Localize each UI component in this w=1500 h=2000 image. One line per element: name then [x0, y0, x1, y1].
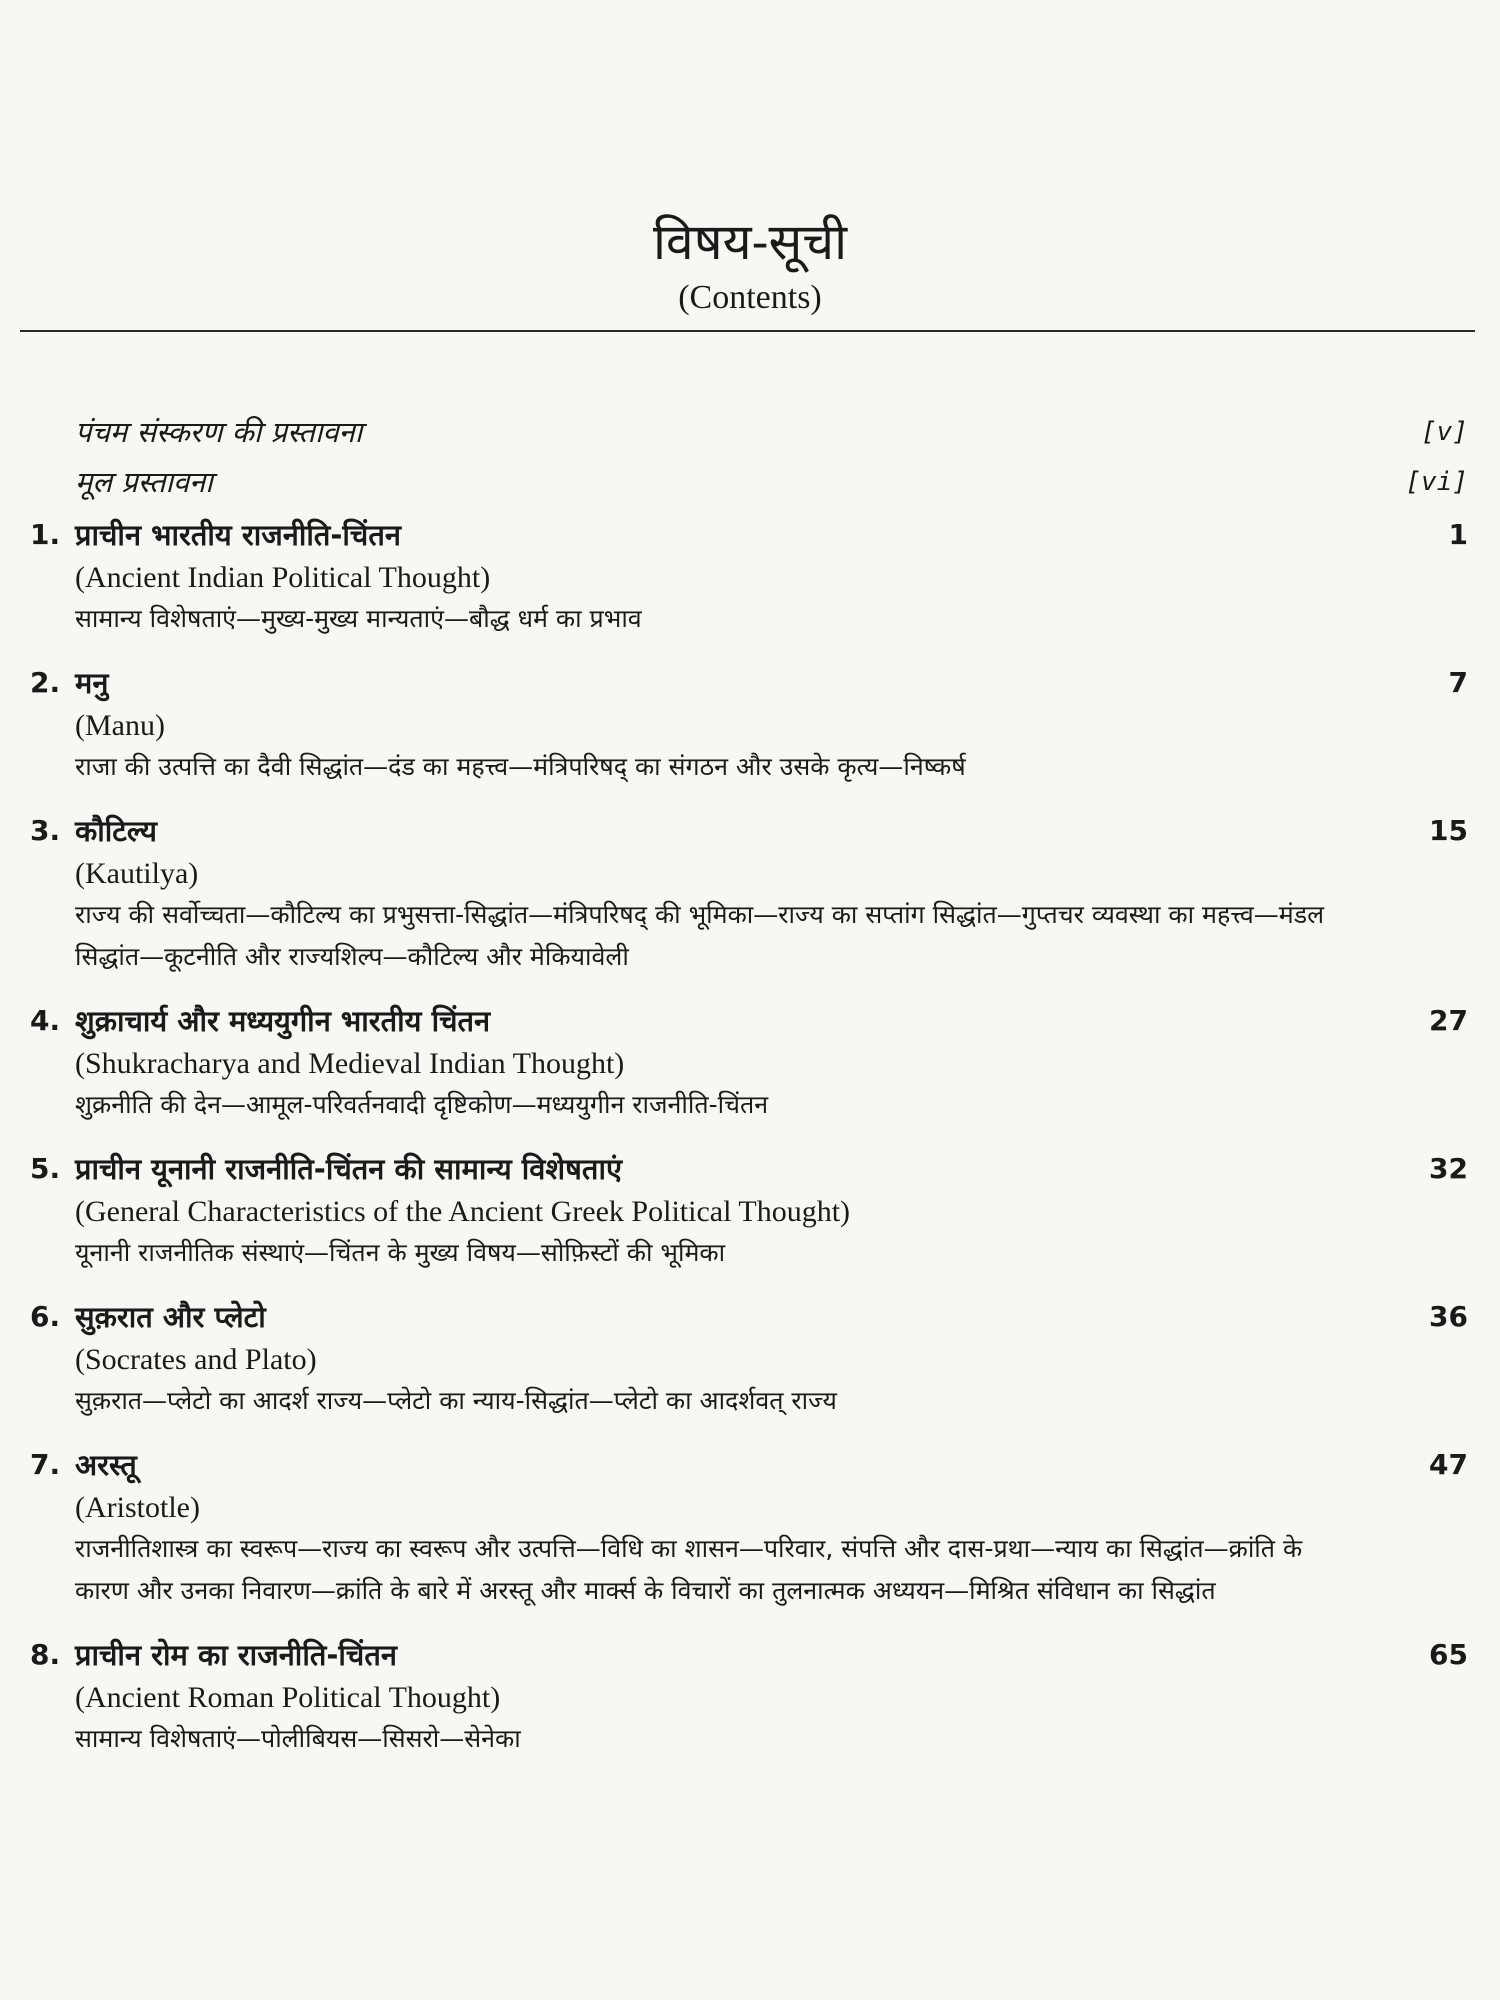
chapter-entry	[0, 1632, 1500, 1760]
chapter-topics: सुक़रात—प्लेटो का आदर्श राज्य—प्लेटो का न्याय-सिद्धांत—प्लेटो का आदर्शवत् राज्य	[75, 1386, 837, 1415]
page-subtitle: (Contents)	[678, 279, 822, 316]
chapter-title-english: (Aristotle)	[75, 1491, 200, 1524]
chapter-title-hindi: शुक्राचार्य और मध्ययुगीन भारतीय चिंतन	[75, 1004, 491, 1038]
chapter-title-english: (Ancient Indian Political Thought)	[75, 561, 491, 594]
chapter-entry	[0, 1146, 1500, 1274]
chapter-topics: सामान्य विशेषताएं—पोलीबियस—सिसरो—सेनेका	[75, 1724, 521, 1753]
preface-label: मूल प्रस्तावना	[75, 465, 213, 499]
chapter-page-number: 7	[1448, 666, 1468, 699]
chapter-title-english: (Socrates and Plato)	[75, 1343, 317, 1376]
chapter-title-hindi: प्राचीन रोम का राजनीति-चिंतन	[75, 1638, 397, 1672]
chapter-title-english: (General Characteristics of the Ancient Greek Political Thought)	[75, 1195, 851, 1228]
chapter-topics: राजा की उत्पत्ति का दैवी सिद्धांत—दंड का महत्त्व—मंत्रिपरिषद् का संगठन और उसके कृत्य—निष्कर्ष	[75, 752, 966, 781]
chapter-title-english: (Shukracharya and Medieval Indian Thought)	[75, 1047, 625, 1080]
preface-entry	[0, 412, 1500, 462]
header-divider	[20, 330, 1475, 332]
chapter-topics: राज्य की सर्वोच्चता—कौटिल्य का प्रभुसत्ता-सिद्धांत—मंत्रिपरिषद् की भूमिका—राज्य का सप्तांग सिद्धांत—गुप्तचर व्यवस्था का महत्त्व—मंडल सिद्धांत—कूटनीति और राज्यशिल्प—कौटिल्य और मेकियावेली	[75, 900, 1325, 971]
chapter-title-hindi: कौटिल्य	[75, 814, 157, 848]
preface-label: पंचम संस्करण की प्रस्तावना	[75, 415, 363, 449]
chapter-topics: सामान्य विशेषताएं—मुख्य-मुख्य मान्यताएं—बौद्ध धर्म का प्रभाव	[75, 604, 642, 633]
chapter-number: 4.	[30, 1004, 61, 1037]
chapter-topics: यूनानी राजनीतिक संस्थाएं—चिंतन के मुख्य विषय—सोफ़िस्टों की भूमिका	[75, 1238, 726, 1267]
chapter-title-hindi: सुक़रात और प्लेटो	[75, 1300, 266, 1334]
chapter-number: 3.	[30, 814, 61, 847]
chapter-entry	[0, 998, 1500, 1126]
chapter-entry	[0, 660, 1500, 788]
chapter-number: 1.	[30, 518, 61, 551]
chapter-topics: शुक्रनीति की देन—आमूल-परिवर्तनवादी दृष्टिकोण—मध्ययुगीन राजनीति-चिंतन	[75, 1090, 769, 1119]
chapter-entry	[0, 1294, 1500, 1422]
chapter-number: 2.	[30, 666, 61, 699]
preface-page: [v]	[1421, 417, 1468, 447]
chapter-topics: राजनीतिशास्त्र का स्वरूप—राज्य का स्वरूप और उत्पत्ति—विधि का शासन—परिवार, संपत्ति और दास-प्रथा—न्याय का सिद्धांत—क्रांति के कारण और उनका निवारण—क्रांति के बारे में अरस्तू और मार्क्स के विचारों का तुलनात्मक अध्ययन—मिश्रित संविधान का सिद्धांत	[75, 1534, 1303, 1605]
chapter-title-hindi: प्राचीन भारतीय राजनीति-चिंतन	[75, 518, 401, 552]
chapter-page-number: 65	[1429, 1638, 1468, 1671]
chapter-title-hindi: मनु	[75, 666, 109, 700]
chapter-page-number: 1	[1448, 518, 1468, 551]
chapter-entry	[0, 512, 1500, 640]
table-of-contents	[0, 412, 1500, 1760]
chapter-entry	[0, 808, 1500, 978]
chapter-page-number: 47	[1429, 1448, 1468, 1481]
chapter-title-english: (Kautilya)	[75, 857, 199, 890]
chapter-page-number: 15	[1429, 814, 1468, 847]
chapter-number: 5.	[30, 1152, 61, 1185]
page-title: विषय-सूची	[652, 213, 848, 271]
page-header	[0, 210, 1500, 320]
chapter-title-english: (Ancient Roman Political Thought)	[75, 1681, 501, 1714]
chapter-title-english: (Manu)	[75, 709, 165, 742]
chapter-page-number: 36	[1429, 1300, 1468, 1333]
chapter-title-hindi: प्राचीन यूनानी राजनीति-चिंतन की सामान्य विशेषताएं	[75, 1152, 622, 1186]
preface-page: [vi]	[1405, 467, 1468, 497]
chapter-entry	[0, 1442, 1500, 1612]
chapter-page-number: 32	[1429, 1152, 1468, 1185]
chapter-title-hindi: अरस्तू	[75, 1448, 137, 1482]
chapter-number: 6.	[30, 1300, 61, 1333]
preface-entry	[0, 462, 1500, 512]
chapter-page-number: 27	[1429, 1004, 1468, 1037]
chapter-number: 7.	[30, 1448, 61, 1481]
chapter-number: 8.	[30, 1638, 61, 1671]
